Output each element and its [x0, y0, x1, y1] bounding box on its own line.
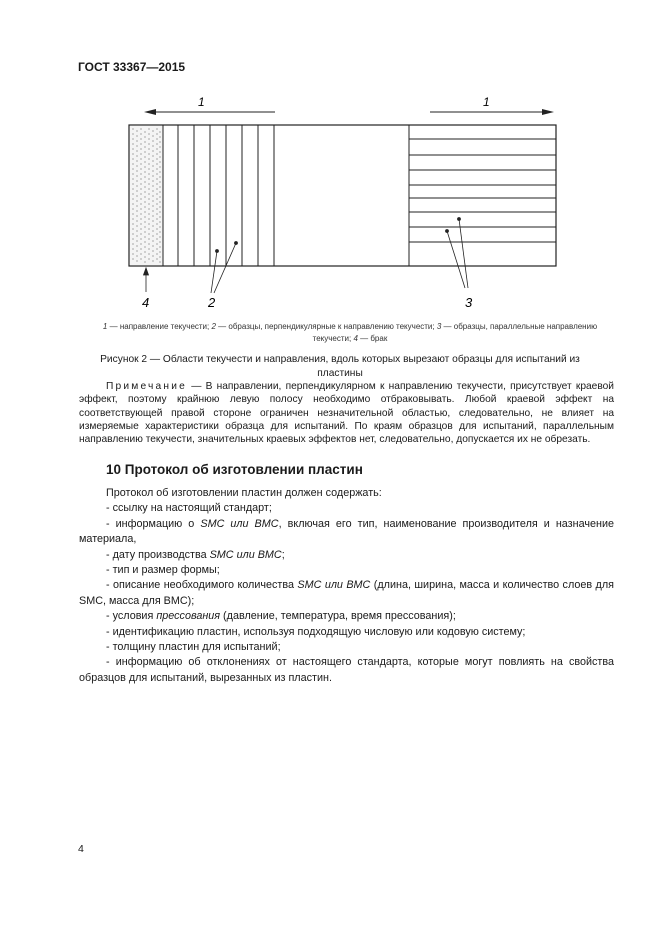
list-item: - информацию об отклонениях от настоящего стандарта, которые могут повлиять на свойства образцов для испытаний, вырезанных из пластин. [79, 656, 614, 684]
flow-direction-arrow-left [144, 109, 275, 115]
figure-legend: 1 — направление текучести; 2 — образцы, перпендикулярные к направлению текучести; 3 — образцы, параллельные направлению текучести; 4 — брак [102, 322, 598, 343]
reject-strip [130, 126, 163, 265]
note-paragraph [79, 380, 614, 446]
list-item: - информацию о SMC или BMC, включая его тип, наименование производителя и назначение материала, [79, 517, 614, 546]
arrow-right-label: 1 [483, 95, 490, 109]
list-item: - тип и размер формы; [106, 564, 220, 577]
note-text: — В направлении, перпендикулярном к направлению текучести, присутствует краевой эффект, поэтому крайнюю левую полосу необходимо отбраковывать. Любой краевой эффект на соответствующей правой стороне ограничен незначительной областью, следовательно, не влияет на измеряемые характеристики образца для испытаний. По краям образцов для испытаний, параллельным направлению текучести, значительных краевых эффектов нет, следовательно, допускается их не обрезать. [79, 381, 614, 446]
callout-leaders [144, 218, 469, 294]
list-item: - толщину пластин для испытаний; [106, 641, 281, 654]
parallel-specimen-strips [409, 125, 556, 266]
note-lead: Примечание [106, 381, 187, 392]
list-item: - дату производства SMC или BMC; [106, 548, 285, 561]
callout-4-label: 4 [142, 295, 150, 310]
section-title: 10 Протокол об изготовлении пластин [106, 462, 363, 477]
page-number: 4 [78, 843, 84, 855]
figure-caption: Рисунок 2 — Области текучести и направления, вдоль которых вырезают образцы для испытаний из пластины [100, 354, 580, 379]
document-header: ГОСТ 33367—2015 [78, 60, 186, 74]
list-item: - описание необходимого количества SMC или BMC (длина, ширина, масса и количество слоев для SMC, масса для BMC); [79, 579, 614, 607]
figure-2-diagram [0, 0, 661, 320]
arrow-left-label: 1 [198, 95, 205, 109]
list-item: - ссылку на настоящий стандарт; [106, 502, 272, 515]
list-item: - условия прессования (давление, температура, время прессования); [106, 610, 456, 623]
section-intro: Протокол об изготовлении пластин должен содержать: [106, 487, 382, 499]
flow-direction-arrow-right [430, 109, 554, 115]
list-item: - идентификацию пластин, используя подходящую числовую или кодовую систему; [106, 625, 526, 638]
perpendicular-specimen-strips [163, 125, 274, 266]
plate-outline [129, 125, 556, 266]
callout-2-label: 2 [208, 295, 216, 310]
section-body [79, 486, 614, 686]
callout-3-label: 3 [465, 295, 473, 310]
